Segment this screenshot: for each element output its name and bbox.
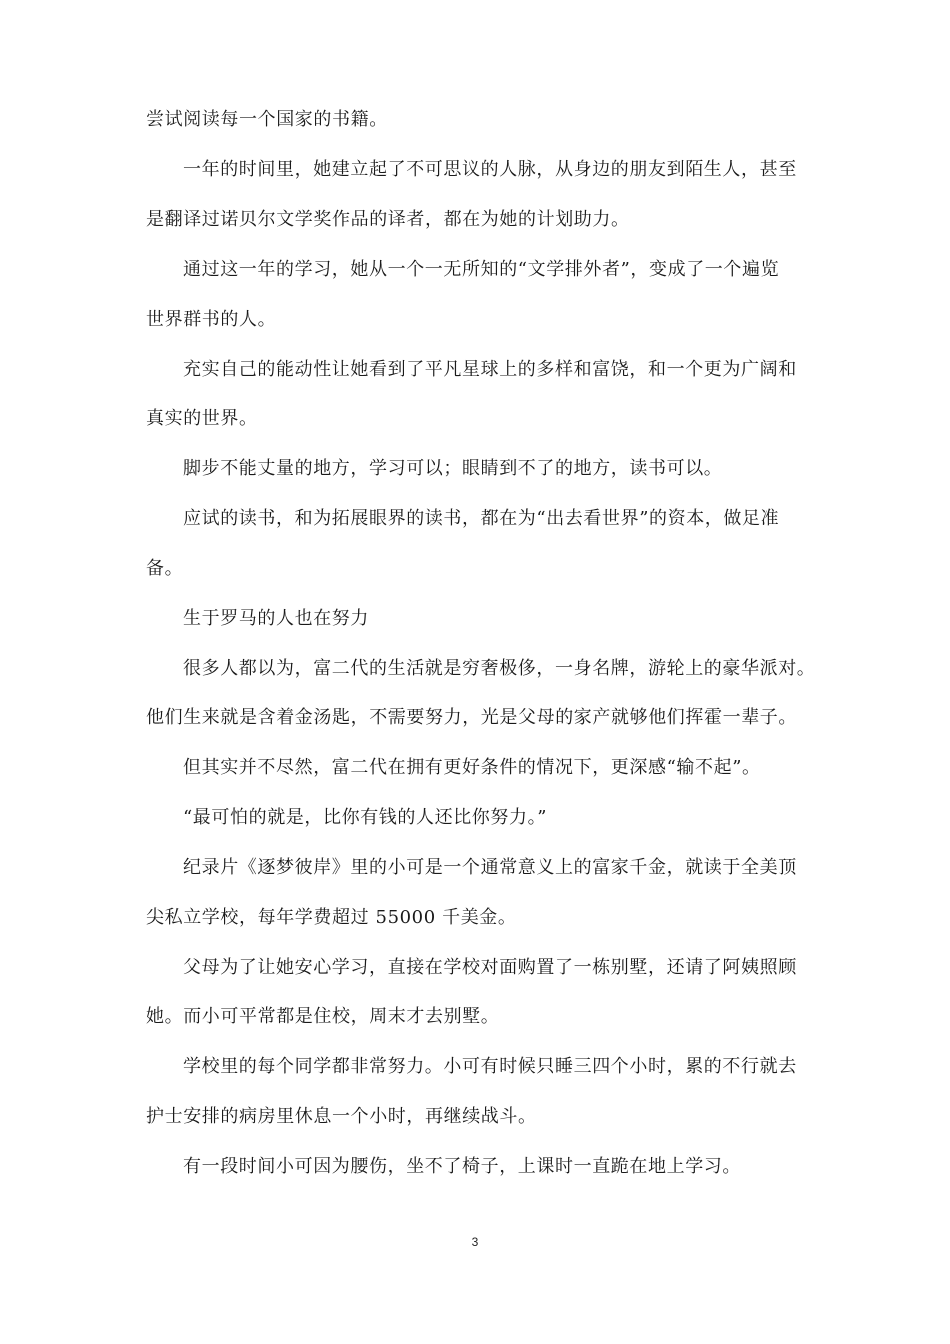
section-heading: 生于罗马的人也在努力 xyxy=(183,608,369,629)
text-line-4: 通过这一年的学习，她从一个一无所知的“文学排外者”，变成了一个遍览 xyxy=(183,259,780,280)
text-line-21: 护士安排的病房里休息一个小时，再继续战斗。 xyxy=(146,1106,537,1127)
text-line-3: 是翻译过诺贝尔文学奖作品的译者，都在为她的计划助力。 xyxy=(146,209,630,230)
text-line-10: 备。 xyxy=(146,558,184,579)
text-line-2: 一年的时间里，她建立起了不可思议的人脉，从身边的朋友到陌生人，甚至 xyxy=(183,159,797,180)
text-line-14: 但其实并不尽然，富二代在拥有更好条件的情况下，更深感“输不起”。 xyxy=(183,757,761,778)
text-line-12: 很多人都以为，富二代的生活就是穷奢极侈，一身名牌，游轮上的豪华派对。 xyxy=(183,658,816,679)
text-line-17: 尖私立学校，每年学费超过 55000 千美金。 xyxy=(146,907,517,928)
text-line-5: 世界群书的人。 xyxy=(146,309,277,330)
text-line-9: 应试的读书，和为拓展眼界的读书，都在为“出去看世界”的资本，做足准 xyxy=(183,508,780,529)
text-line-1: 尝试阅读每一个国家的书籍。 xyxy=(146,109,388,130)
text-line-20: 学校里的每个同学都非常努力。小可有时候只睡三四个小时，累的不行就去 xyxy=(183,1056,797,1077)
text-line-19: 她。而小可平常都是住校，周末才去别墅。 xyxy=(146,1006,500,1027)
text-line-18: 父母为了让她安心学习，直接在学校对面购置了一栋别墅，还请了阿姨照顾 xyxy=(183,957,797,978)
text-line-7: 真实的世界。 xyxy=(146,408,258,429)
text-line-8: 脚步不能丈量的地方，学习可以；眼睛到不了的地方，读书可以。 xyxy=(183,458,723,479)
text-line-16: 纪录片《逐梦彼岸》里的小可是一个通常意义上的富家千金，就读于全美顶 xyxy=(183,857,797,878)
text-line-13: 他们生来就是含着金汤匙，不需要努力，光是父母的家产就够他们挥霍一辈子。 xyxy=(146,707,797,728)
text-line-22: 有一段时间小可因为腰伤，坐不了椅子，上课时一直跪在地上学习。 xyxy=(183,1156,741,1177)
page-number: 3 xyxy=(471,1235,479,1249)
text-line-6: 充实自己的能动性让她看到了平凡星球上的多样和富饶，和一个更为广阔和 xyxy=(183,359,797,380)
text-line-15: “最可怕的就是，比你有钱的人还比你努力。” xyxy=(183,807,548,828)
